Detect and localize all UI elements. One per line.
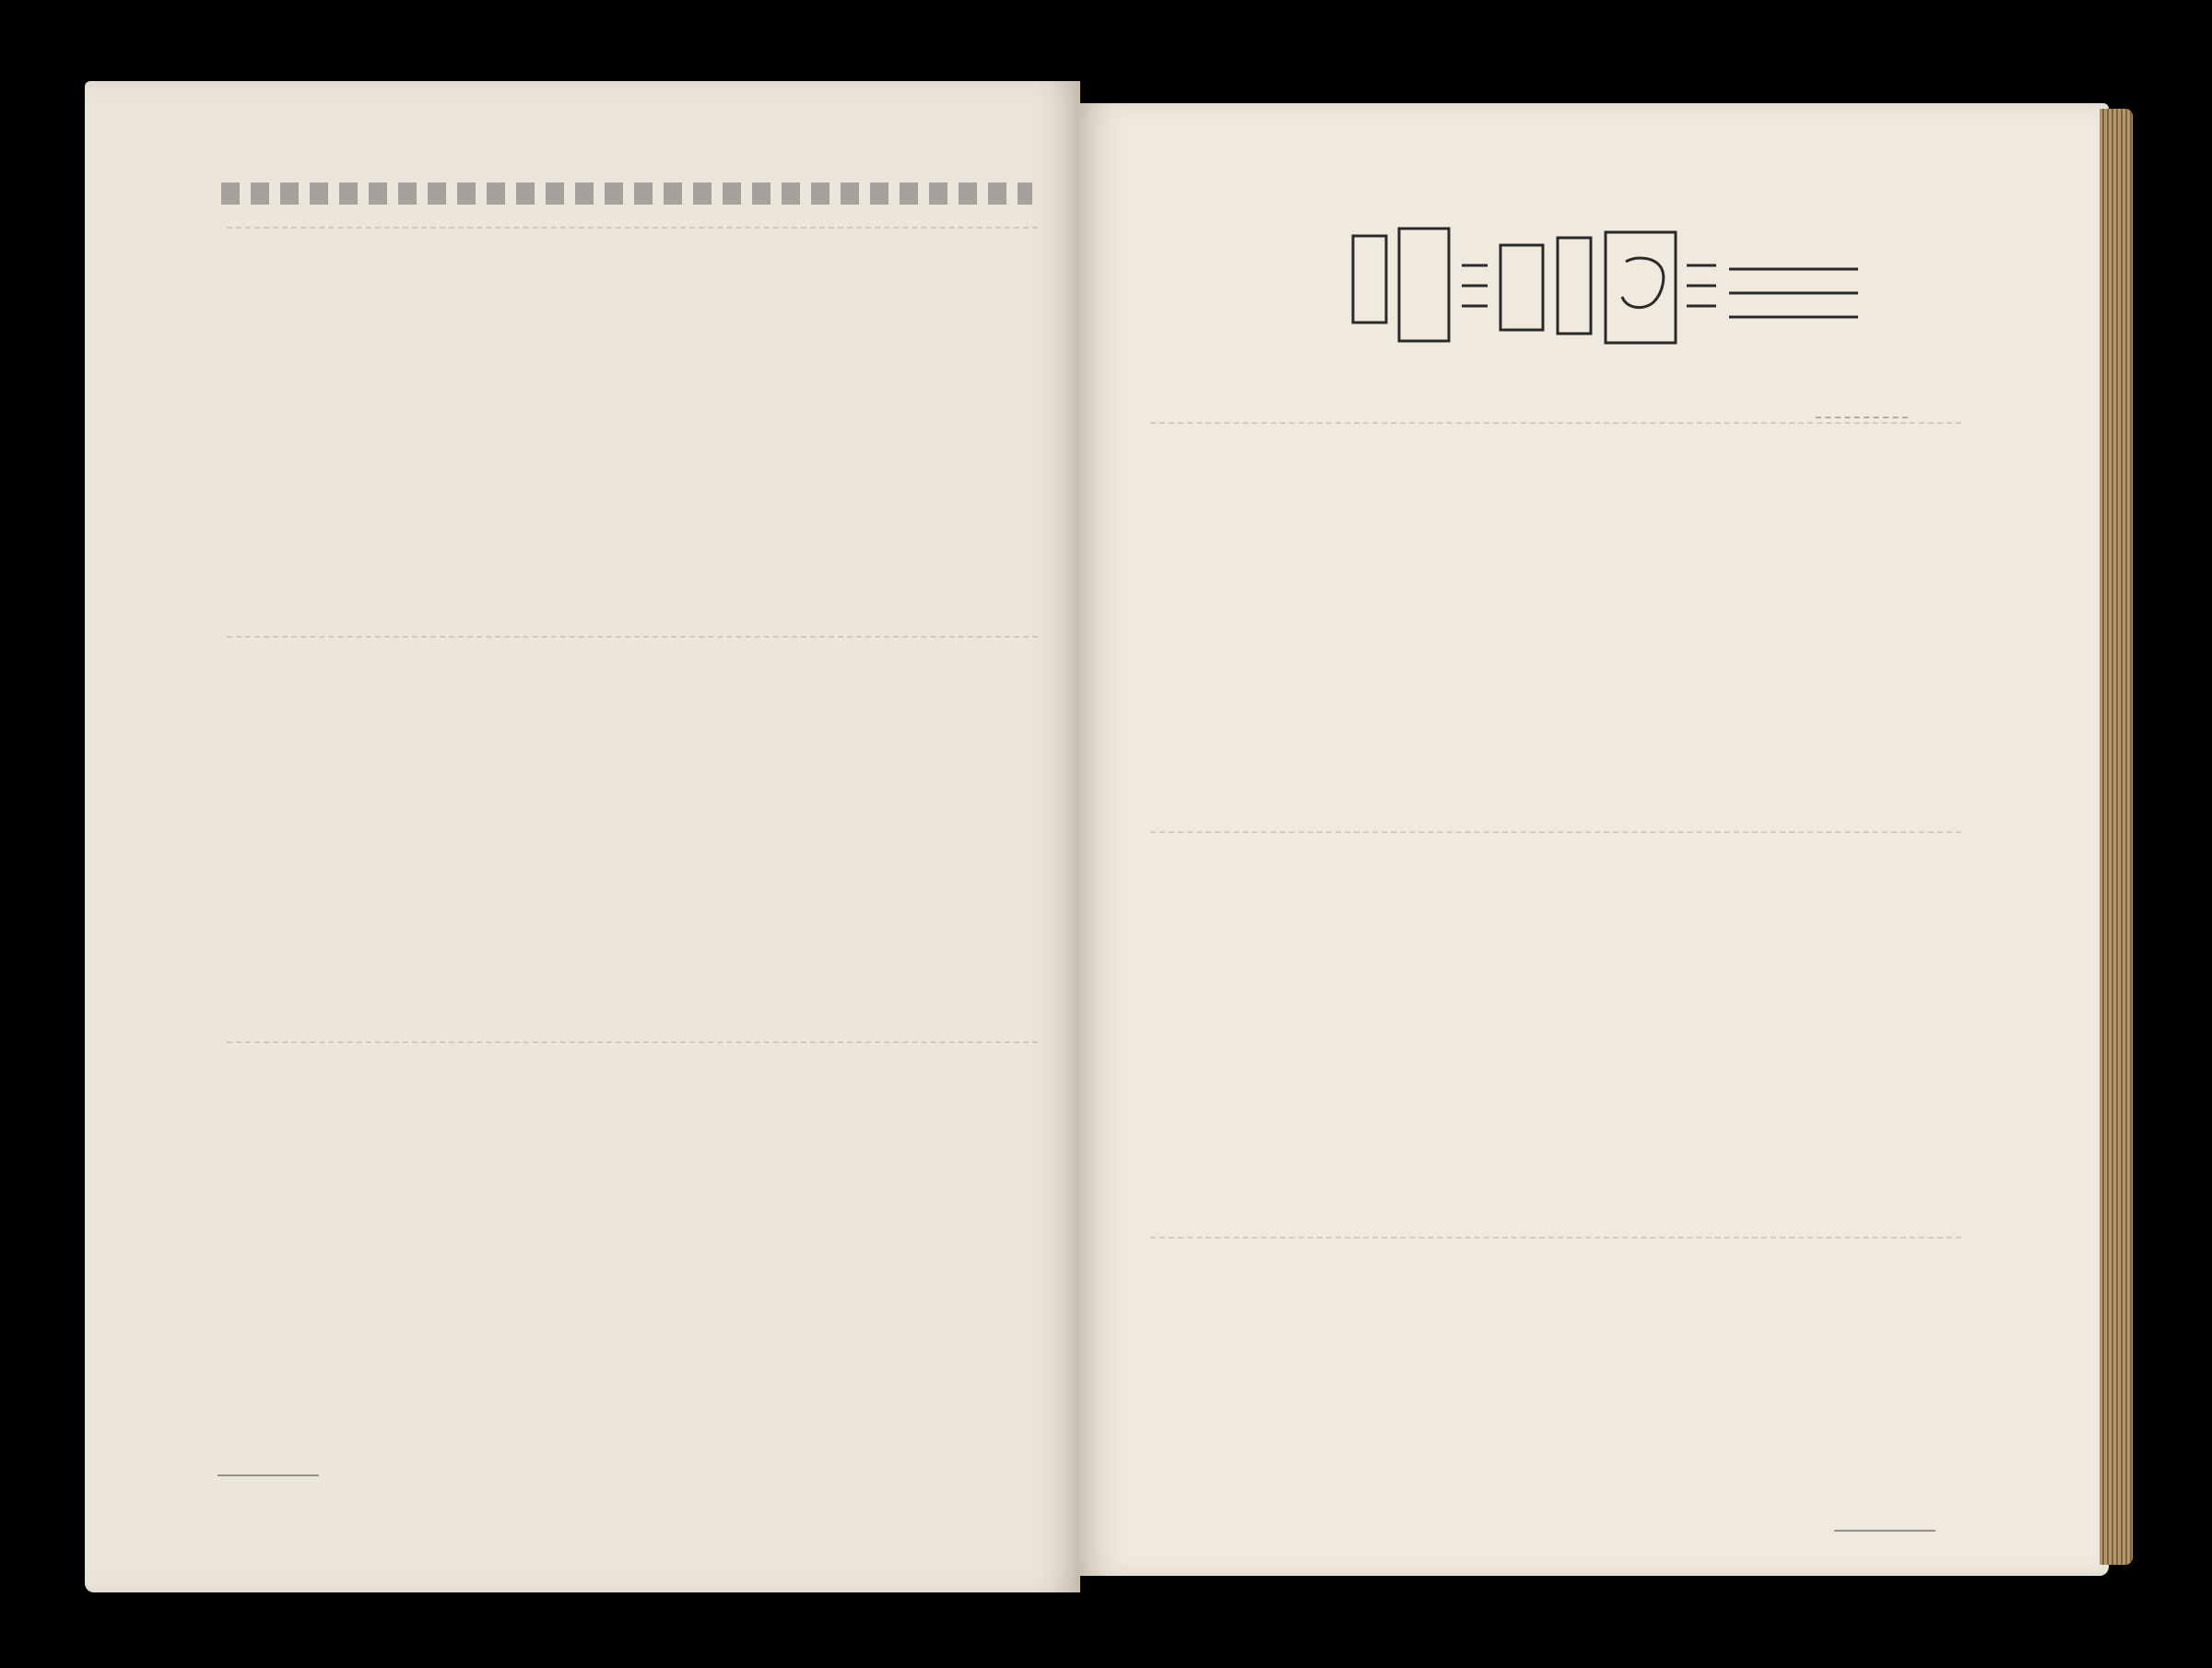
text-block-right-2 bbox=[1150, 831, 1961, 1220]
text-block-left-2 bbox=[227, 636, 1038, 1025]
text-block-left-3 bbox=[227, 1041, 1038, 1393]
page-number-right bbox=[1834, 1530, 1936, 1537]
page-number-left bbox=[218, 1474, 319, 1482]
text-block-left-1 bbox=[227, 227, 1038, 616]
text-block-right-3 bbox=[1150, 1237, 1961, 1497]
text-block-right-1 bbox=[1150, 422, 1961, 811]
page-edges bbox=[2100, 109, 2133, 1565]
title-art bbox=[1349, 219, 1862, 350]
bleed-through-line bbox=[221, 182, 1032, 205]
author-area bbox=[1816, 383, 1908, 418]
